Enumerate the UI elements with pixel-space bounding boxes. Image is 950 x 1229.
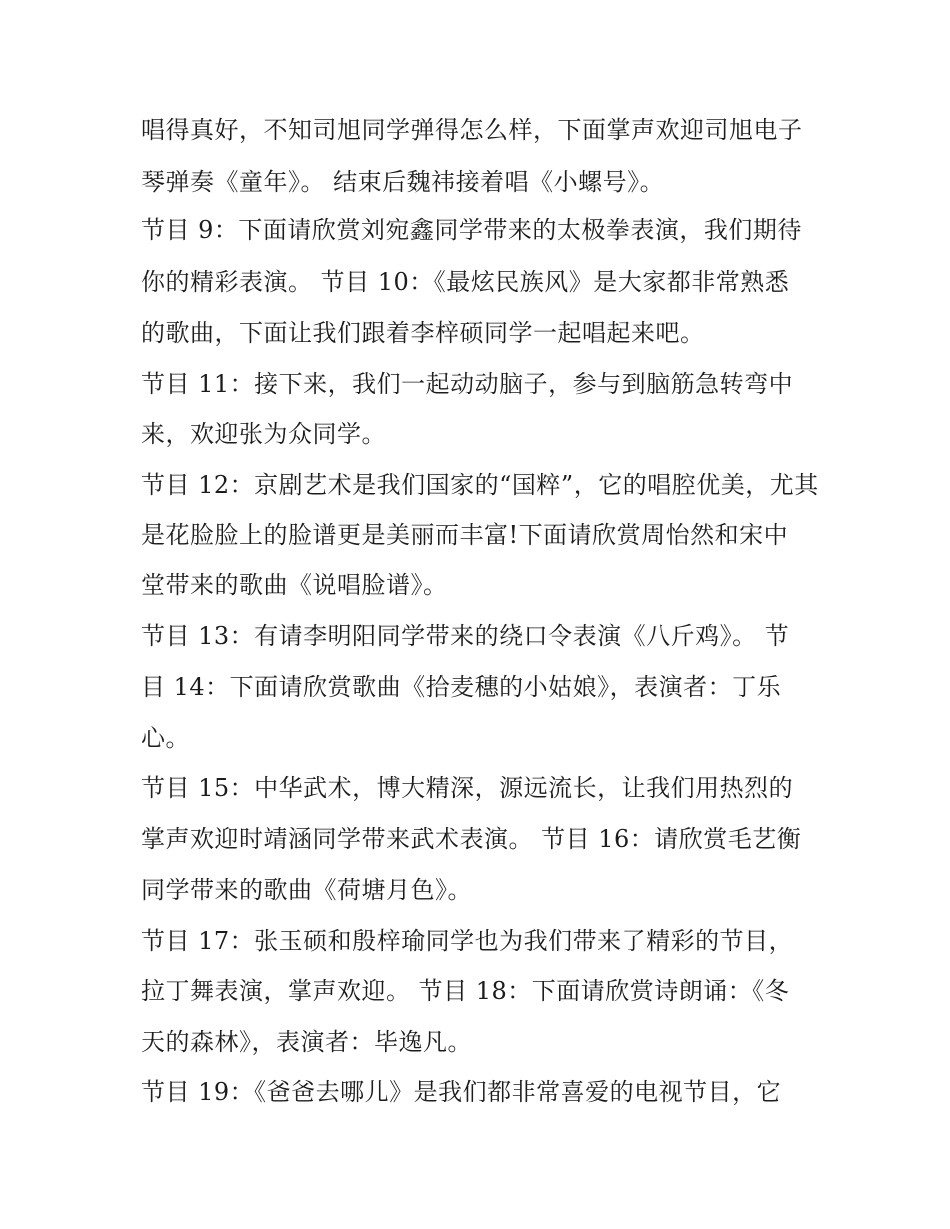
text-line: 唱得真好，不知司旭同学弹得怎么样，下面掌声欢迎司旭电子: [141, 116, 803, 144]
text-line: 节目 19：《爸爸去哪儿》是我们都非常喜爱的电视节目，它: [141, 1078, 782, 1106]
text-line: 掌声欢迎时靖涵同学带来武术表演。 节目 16：请欣赏毛艺衡: [141, 825, 802, 853]
text-line: 是花脸脸上的脸谱更是美丽而丰富!下面请欣赏周怡然和宋中: [141, 521, 789, 549]
text-line: 心。: [141, 724, 190, 752]
text-line: 拉丁舞表演，掌声欢迎。 节目 18：下面请欣赏诗朗诵：《冬: [141, 977, 790, 1005]
text-line: 目 14：下面请欣赏歌曲《拾麦穗的小姑娘》，表演者：丁乐: [141, 673, 782, 701]
text-line: 天的森林》，表演者：毕逸凡。: [141, 1028, 472, 1056]
text-line: 同学带来的歌曲《荷塘月色》。: [141, 876, 472, 904]
text-line: 节目 15：中华武术，博大精深，源远流长，让我们用热烈的: [141, 774, 794, 802]
text-line: 节目 17：张玉硕和殷梓瑜同学也为我们带来了精彩的节目，: [141, 927, 794, 955]
text-line: 琴弹奏《童年》。 结束后魏祎接着唱《小螺号》。: [141, 168, 665, 196]
text-line: 节目 11：接下来，我们一起动动脑子，参与到脑筋急转弯中: [141, 370, 794, 398]
text-line: 节目 12：京剧艺术是我们国家的“国粹”，它的唱腔优美，尤其: [141, 471, 819, 499]
text-line: 节目 13：有请李明阳同学带来的绕口令表演《八斤鸡》。 节: [141, 622, 790, 650]
text-line: 的歌曲，下面让我们跟着李梓硕同学一起唱起来吧。: [141, 319, 705, 347]
text-line: 节目 9：下面请欣赏刘宛鑫同学带来的太极拳表演，我们期待: [141, 216, 802, 244]
text-line: 来，欢迎张为众同学。: [141, 420, 386, 448]
text-line: 你的精彩表演。 节目 10：《最炫民族风》是大家都非常熟悉: [141, 268, 790, 296]
text-line: 堂带来的歌曲《说唱脸谱》。: [141, 571, 448, 599]
